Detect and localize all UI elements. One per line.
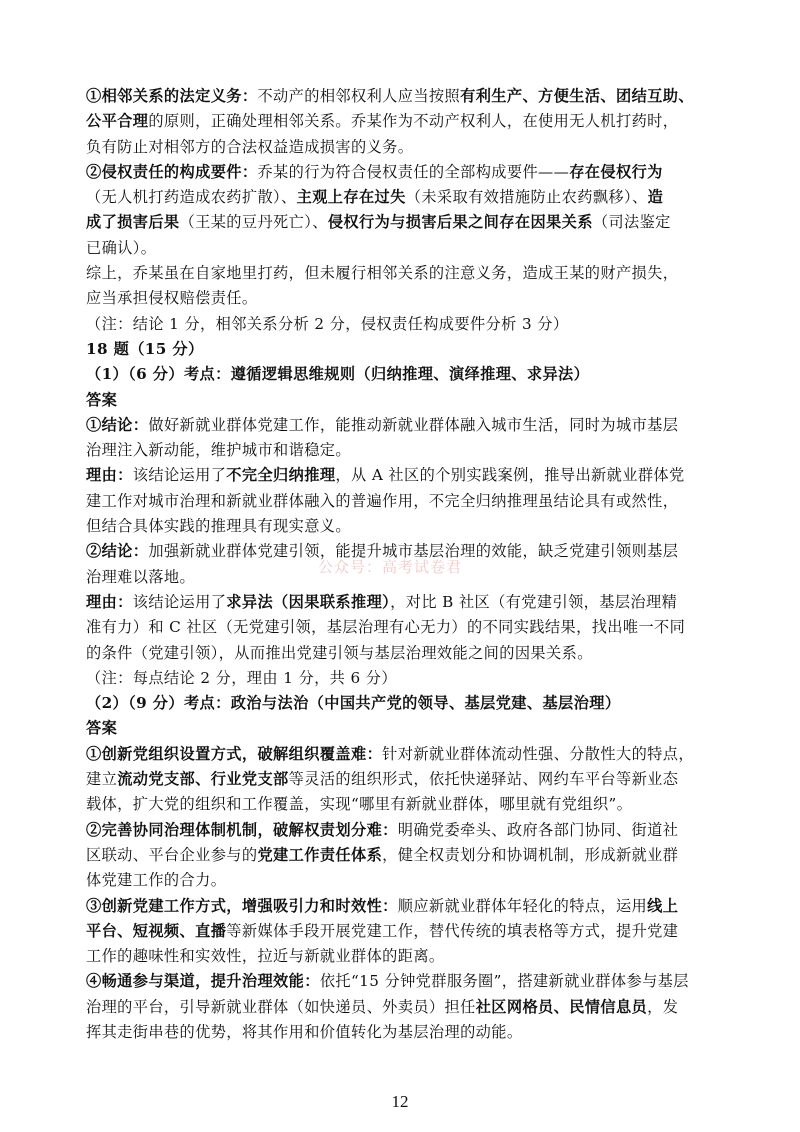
- text-line: [86, 641, 726, 666]
- text-line: [86, 716, 726, 741]
- text-line: [86, 792, 726, 817]
- text-span: 等新媒体手段开展党建工作，替代传统的填表格等方式，提升党建: [226, 921, 679, 940]
- text-line: [86, 286, 726, 311]
- text-span: 负有防止对相邻方的合法权益造成损害的义务。: [86, 137, 414, 156]
- bold-text: 存在侵权行为: [569, 162, 663, 181]
- text-line: [86, 944, 726, 969]
- text-line: [86, 84, 726, 109]
- text-span: 体党建工作的合力。: [86, 871, 227, 890]
- text-span: （司法鉴定: [592, 213, 671, 232]
- text-line: [86, 514, 726, 539]
- text-line: [86, 236, 726, 261]
- bold-text: 公平合理: [86, 112, 149, 131]
- text-span: 建工作对城市治理和新就业群体融入的普遍作用，不完全归纳推理虽结论具有或然性，: [86, 491, 679, 510]
- bold-text: 主观上存在过失: [296, 188, 406, 207]
- bold-text: 有利生产、方便生活、团结互助、: [460, 87, 694, 105]
- text-line: [86, 463, 726, 488]
- bold-text: 不完全归纳推理: [226, 466, 336, 485]
- text-line: [86, 261, 726, 286]
- bold-text: 理由：: [86, 592, 133, 611]
- text-line: [86, 388, 726, 413]
- text-line: [86, 590, 726, 615]
- text-line: [86, 843, 726, 868]
- text-span: 不动产的相邻权利人应当按照: [257, 87, 461, 105]
- text-span: （未采取有效措施防止农药飘移）、: [405, 188, 648, 207]
- text-span: ，从 A 社区的个别实践案例，推导出新就业群体党: [335, 466, 685, 485]
- text-line: [86, 818, 726, 843]
- text-line: [86, 337, 726, 362]
- text-span: 区联动、平台企业参与的: [86, 845, 258, 864]
- text-line: [86, 666, 726, 691]
- text-span: 载体，扩大党的组织和工作覆盖，实现“哪里有新就业群体，哪里就有党组织”。: [86, 795, 633, 814]
- text-line: [86, 894, 726, 919]
- text-line: [86, 615, 726, 640]
- text-span: 该结论运用了: [132, 466, 227, 485]
- text-line: [86, 969, 726, 994]
- bold-text: 理由：: [86, 466, 133, 485]
- text-line: [86, 438, 726, 463]
- bold-text: 成了损害后果: [86, 213, 180, 232]
- text-span: （注：每点结论 2 分，理由 1 分，共 6 分）: [86, 668, 397, 687]
- bold-text: 答案: [86, 719, 118, 738]
- bold-text: ②侵权责任的构成要件：: [86, 162, 258, 181]
- text-span: （无人机打药造成农药扩散）、: [86, 188, 297, 207]
- bold-text: ②结论：: [86, 542, 149, 561]
- text-span: 乔某的行为符合侵权责任的全部构成要件——: [257, 162, 570, 181]
- text-line: [86, 489, 726, 514]
- text-span: （注：结论 1 分，相邻关系分析 2 分，侵权责任构成要件分析 3 分）: [86, 314, 569, 333]
- bold-text: 求异法（因果联系推理）: [226, 592, 391, 611]
- text-line: [86, 1020, 726, 1045]
- bold-text: ①结论：: [86, 415, 149, 434]
- bold-text: 侵权行为与损害后果之间存在因果关系: [327, 213, 593, 232]
- bold-text: （1）（6 分）考点：遵循逻辑思维规则（归纳推理、演绎推理、求异法）: [86, 365, 590, 384]
- text-span: 综上，乔某虽在自家地里打药，但未履行相邻关系的注意义务，造成王某的财产损失，: [86, 264, 679, 283]
- text-span: 的条件（党建引领），从而推出党建引领与基层治理效能之间的因果关系。: [86, 643, 593, 662]
- text-span: 针对新就业群体流动性强、分散性大的特点，: [382, 744, 694, 763]
- bold-text: ①创新党组织设置方式，破解组织覆盖难：: [86, 744, 383, 763]
- text-span: 但结合具体实践的推理具有现实意义。: [86, 517, 351, 536]
- text-span: 治理难以落地。: [86, 567, 196, 586]
- bold-text: 线上: [647, 896, 679, 915]
- text-span: 工作的趣味性和实效性，拉近与新就业群体的距离。: [86, 947, 445, 966]
- text-line: [86, 185, 726, 210]
- text-span: 挥其走街串巷的优势，将其作用和价值转化为基层治理的动能。: [86, 1022, 523, 1041]
- text-span: 顺应新就业群体年轻化的特点，运用: [397, 896, 648, 915]
- bold-text: ①相邻关系的法定义务：: [86, 87, 258, 105]
- text-span: ，健全权责划分和协调机制，形成新就业群: [382, 845, 679, 864]
- text-span: ，发: [647, 997, 679, 1016]
- page-number: 12: [391, 1092, 409, 1111]
- text-line: [86, 868, 726, 893]
- text-line: [86, 210, 726, 235]
- text-line: [86, 995, 726, 1020]
- text-span: 的原则，正确处理相邻关系。乔某作为不动产权利人，在使用无人机打药时，: [148, 112, 679, 131]
- text-span: 应当承担侵权赔偿责任。: [86, 289, 258, 308]
- text-span: 该结论运用了: [132, 592, 227, 611]
- text-line: [86, 691, 726, 716]
- text-span: 建立: [86, 770, 118, 789]
- text-span: （王某的豆丹死亡）、: [179, 213, 328, 232]
- bold-text: 社区网格员、民情信息员: [475, 997, 648, 1016]
- text-span: 治理注入新动能，维护城市和谐稳定。: [86, 441, 351, 460]
- bold-text: 党建工作责任体系: [257, 845, 383, 864]
- bold-text: （2）（9 分）考点：政治与法治（中国共产党的领导、基层党建、基层治理）: [86, 694, 621, 713]
- text-span: ，对比 B 社区（有党建引领，基层治理精: [390, 592, 678, 611]
- bold-text: ③创新党建工作方式，增强吸引力和时效性：: [86, 896, 398, 915]
- bold-text: 答案: [86, 390, 118, 409]
- text-span: 明确党委牵头、政府各部门协同、街道社: [397, 820, 679, 839]
- text-line: [86, 919, 726, 944]
- bold-text: 平台、短视频、直播: [86, 921, 227, 940]
- text-line: [86, 362, 726, 387]
- bold-text: ④畅通参与渠道，提升治理效能：: [86, 972, 320, 991]
- bold-text: 造: [647, 188, 664, 207]
- text-line: [86, 135, 726, 160]
- text-span: 已确认）。: [86, 238, 157, 257]
- text-span: 准有力）和 C 社区（无党建引领，基层治理有心无力）的不同实践结果，找出唯一不同: [86, 618, 686, 637]
- text-span: 治理的平台，引导新就业群体（如快递员、外卖员）担任: [86, 997, 476, 1016]
- text-span: 做好新就业群体党建工作，能推动新就业群体融入城市生活，同时为城市基层: [148, 415, 679, 434]
- bold-text: ②完善协同治理体制机制，破解权责划分难：: [86, 820, 398, 839]
- text-span: 加强新就业群体党建引领，能提升城市基层治理的效能，缺乏党建引领则基层: [148, 542, 679, 561]
- bold-text: 18 题（15 分）: [86, 339, 204, 358]
- text-span: 等灵活的组织形式，依托快递驿站、网约车平台等新业态: [288, 770, 679, 789]
- text-line: [86, 413, 726, 438]
- text-span: 依托“15 分钟党群服务圈”，搭建新就业群体参与基层: [319, 972, 689, 991]
- text-line: [86, 767, 726, 792]
- text-line: [86, 109, 726, 134]
- watermark: 公众号：高考试卷君: [318, 558, 463, 576]
- text-line: [86, 742, 726, 767]
- bold-text: 流动党支部、行业党支部: [117, 770, 289, 789]
- text-line: [86, 160, 726, 185]
- text-line: [86, 312, 726, 337]
